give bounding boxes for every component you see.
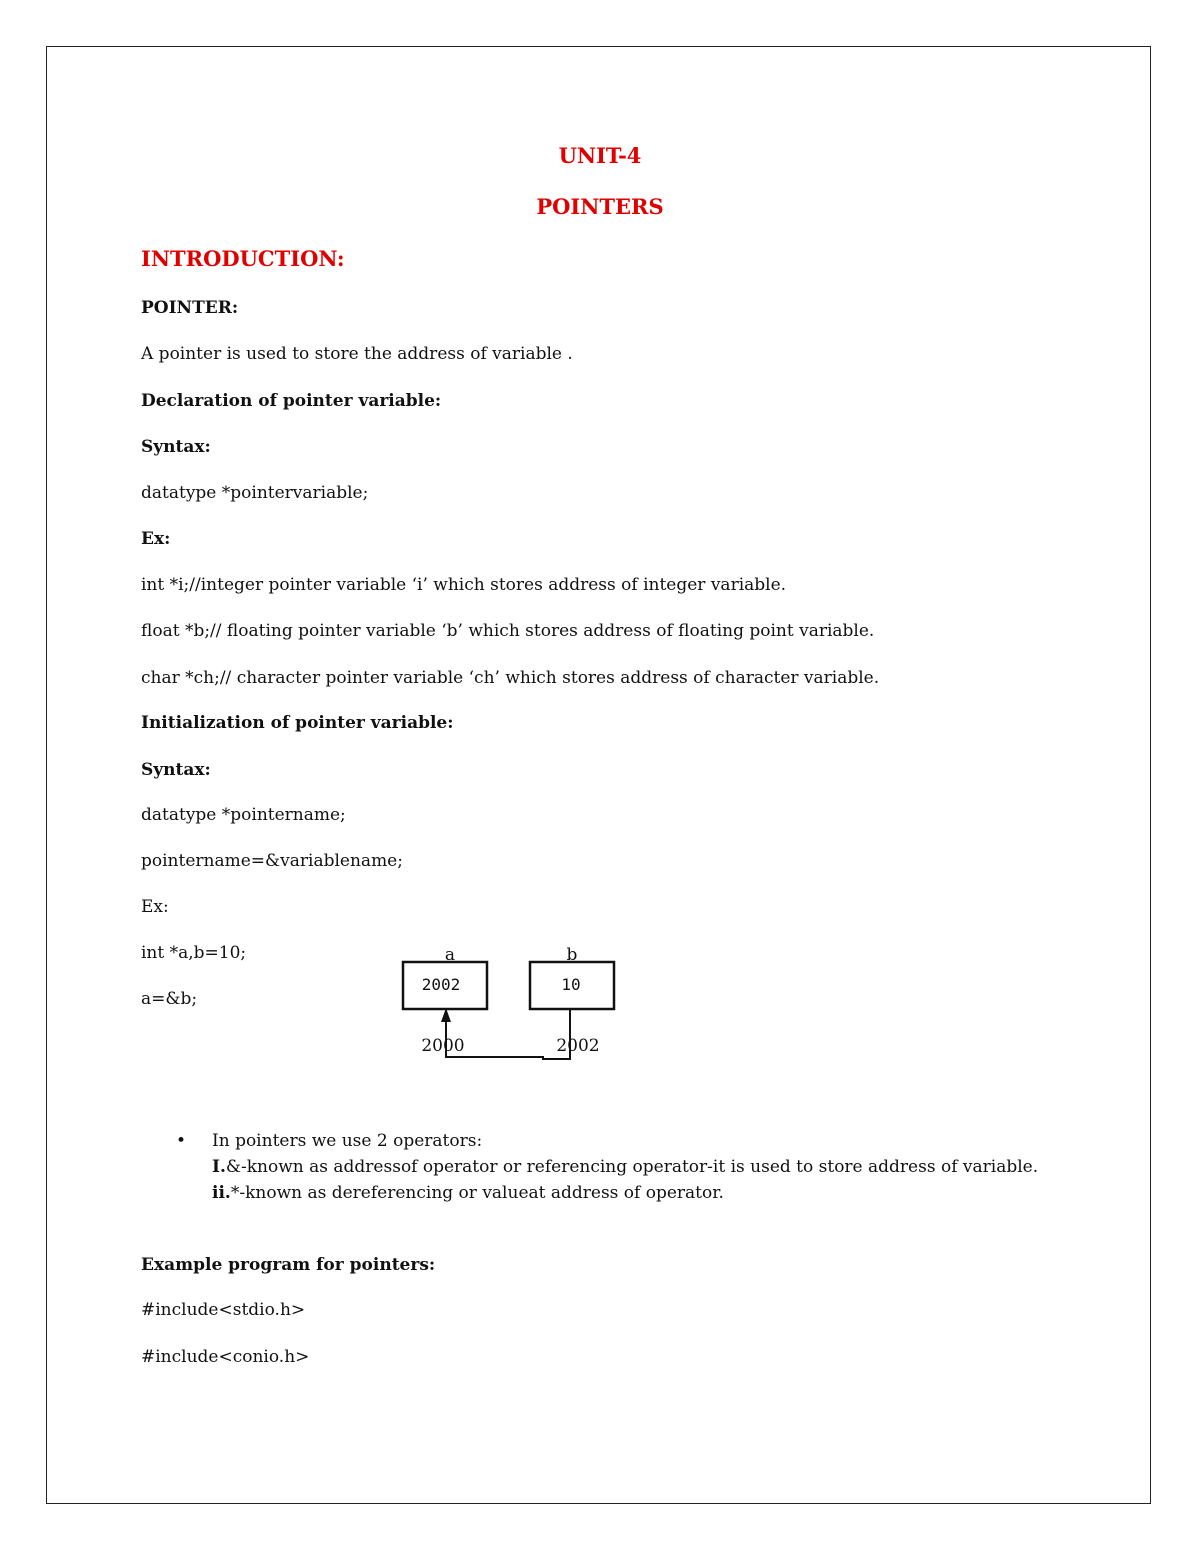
operators-list-item [212,1128,1052,1206]
declaration-example: char *ch;// character pointer variable ‘ch’ which stores address of character variable. [141,668,880,688]
section-heading: INTRODUCTION: [141,246,345,271]
initialization-ex-label: Ex: [141,897,169,917]
box-a-name: a [444,945,456,965]
initialization-syntax-line: datatype *pointername; [141,805,346,825]
pointer-definition: A pointer is used to store the address of variable . [141,344,573,364]
initialization-example-line: int *a,b=10; [141,943,247,963]
unit-title: UNIT-4 [558,143,642,168]
operators-intro: In pointers we use 2 operators: [212,1131,483,1151]
declaration-example: float *b;// floating pointer variable ‘b’ which stores address of floating point variable. [141,621,875,641]
program-line: #include<conio.h> [141,1347,310,1367]
declaration-heading: Declaration of pointer variable: [141,391,442,411]
box-b-address: 2002 [556,1036,600,1056]
box-b-name: b [566,945,578,965]
operator-second-number: ii. [212,1183,231,1203]
program-heading: Example program for pointers: [141,1255,436,1275]
operator-first-number: I. [212,1157,226,1177]
initialization-syntax-label: Syntax: [141,760,211,780]
declaration-syntax: datatype *pointervariable; [141,483,369,503]
box-b-value: 10 [561,975,581,994]
pointer-label: POINTER: [141,298,239,318]
page-title: POINTERS [536,194,664,219]
operator-second-text: *-known as dereferencing or valueat address of operator. [230,1183,724,1203]
declaration-ex-label: Ex: [141,529,171,549]
operator-second [212,1180,1052,1206]
initialization-example-line: a=&b; [141,989,198,1009]
box-a-address: 2000 [421,1036,465,1056]
declaration-syntax-label: Syntax: [141,437,211,457]
program-line: #include<stdio.h> [141,1300,306,1320]
operator-first-text: &-known as addressof operator or referencing operator-it is used to store address of variable. [225,1157,1039,1177]
pointer-memory-diagram [395,938,635,1068]
box-a-value: 2002 [421,975,461,994]
initialization-heading: Initialization of pointer variable: [141,713,454,733]
initialization-syntax-line: pointername=&variablename; [141,851,403,871]
bullet-icon: • [176,1131,187,1151]
operator-first [212,1154,1052,1180]
declaration-example: int *i;//integer pointer variable ‘i’ which stores address of integer variable. [141,575,787,595]
